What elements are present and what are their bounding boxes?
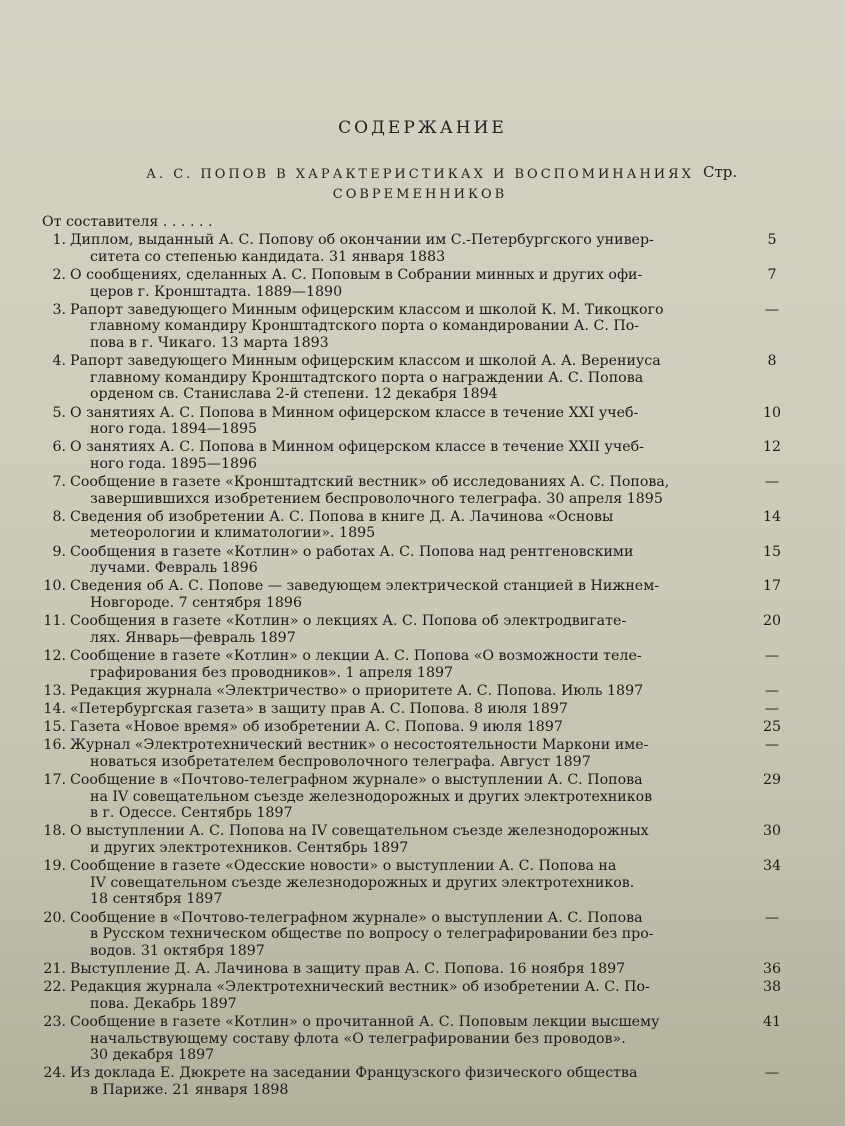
entry-line: О занятиях А. С. Попова в Минном офицерском классе в течение XXII учеб- (70, 439, 644, 456)
toc-entry (40, 737, 800, 770)
entry-number: 4. (52, 353, 66, 370)
entry-text (70, 509, 710, 542)
toc-entry (40, 439, 800, 472)
entry-line: ного года. 1895—1896 (90, 455, 258, 472)
entry-line: Сообщение в «Почтово-телеграфном журнале» о выступлении А. С. Попова (70, 772, 643, 789)
entry-line: церов г. Кронштадта. 1889—1890 (90, 283, 343, 300)
entry-line: О сообщениях, сделанных А. С. Поповым в Собрании минных и других офи- (70, 266, 643, 283)
entry-text (70, 302, 710, 352)
toc-entry (40, 772, 800, 822)
entry-number: 2. (52, 266, 66, 283)
entry-line: Выступление Д. А. Лачинова в защиту прав А. С. Попова. 16 ноября 1897 (70, 961, 626, 977)
toc-entry (40, 858, 800, 908)
entry-line: Рапорт заведующего Минным офицерским классом и школой К. М. Тикоцкого (70, 301, 664, 318)
entry-line: Сведения об А. С. Попове — заведующем электрической станцией в Нижнем- (70, 578, 660, 595)
entry-line: О выступлении А. С. Попова на IV совещательном съезде железнодорожных (70, 823, 649, 840)
toc-entry (40, 1014, 800, 1064)
entry-line: графирования без проводников». 1 апреля 1897 (90, 664, 454, 681)
entry-text (70, 544, 710, 577)
toc-entry (40, 719, 800, 736)
entry-number: 20. (43, 909, 66, 926)
entry-number: 7. (52, 474, 66, 491)
entry-line: орденом св. Станислава 2-й степени. 12 декабря 1894 (90, 386, 498, 403)
entry-line: на IV совещательном съезде железнодорожных и других электротехников (90, 788, 653, 805)
entry-page-number: 10 (762, 404, 782, 421)
entry-line: Рапорт заведующего Минным офицерским классом и школой А. А. Верениуса (70, 353, 661, 370)
entry-page-number: 14 (762, 508, 782, 525)
toc-entry (40, 232, 800, 265)
entry-text (70, 979, 710, 1012)
entry-line: Новгороде. 7 сентября 1896 (90, 595, 302, 611)
toc-entry (40, 979, 800, 1012)
entry-number: 13. (43, 682, 66, 699)
entry-line: Сообщения в газете «Котлин» о работах А. С. Попова над рентгеновскими (70, 543, 634, 560)
entry-number: 14. (43, 700, 66, 717)
toc-entry (40, 474, 800, 507)
entry-page-number: 15 (762, 543, 782, 560)
entry-line: Сообщение в газете «Одесские новости» о выступлении А. С. Попова на (70, 858, 617, 875)
entry-page-number: 30 (762, 823, 782, 840)
entry-page-number: 12 (762, 439, 782, 456)
entry-page-number: — (764, 301, 780, 318)
entry-line: Сообщение в «Почтово-телеграфном журнале» о выступлении А. С. Попова (70, 909, 643, 926)
entry-number: 6. (52, 439, 66, 456)
entry-line: и других электротехников. Сентябрь 1897 (90, 840, 409, 857)
toc-entry (40, 578, 800, 611)
entry-page-number: — (764, 737, 780, 754)
entry-line: пова. Декабрь 1897 (90, 995, 237, 1012)
entry-page-number: — (764, 909, 780, 926)
entry-line: завершившихся изобретением беспроволочного телеграфа. 30 апреля 1895 (90, 490, 663, 507)
entry-line: Сообщения в газете «Котлин» о лекциях А. С. Попова об электродвигате- (70, 613, 627, 630)
entry-text (70, 858, 710, 908)
entry-line: «Петербургская газета» в защиту прав А. С. Попова. 8 июля 1897 (70, 700, 568, 717)
entry-line: Редакция журнала «Электротехнический вестник» об изобретении А. С. По- (70, 979, 650, 996)
entry-text (70, 474, 710, 507)
entry-page-number: 41 (762, 1013, 782, 1030)
entry-line: Сообщение в газете «Котлин» о прочитанной А. С. Поповым лекции высшему (70, 1013, 660, 1030)
entry-line: пова в г. Чикаго. 13 марта 1893 (90, 334, 329, 351)
entry-page-number: 5 (767, 232, 777, 249)
entry-line: 18 сентября 1897 (90, 891, 223, 908)
entry-text (70, 701, 710, 718)
entry-number: 11. (43, 613, 66, 630)
entry-page-number: 7 (767, 266, 777, 283)
entry-text (70, 232, 710, 265)
entry-line: лучами. Февраль 1896 (90, 560, 258, 577)
toc-entry (40, 267, 800, 300)
entry-text (70, 267, 710, 300)
entry-line: в Париже. 21 января 1898 (90, 1081, 289, 1098)
section-title (120, 165, 720, 205)
entry-line: Сведения об изобретении А. С. Попова в книге Д. А. Лачинова «Основы (70, 508, 614, 525)
entry-text (70, 648, 710, 681)
entry-line: 30 декабря 1897 (90, 1047, 215, 1064)
entry-page-number: — (764, 700, 780, 717)
entry-line: ситета со степенью кандидата. 31 января 1883 (90, 248, 446, 265)
entry-text (70, 683, 710, 700)
entry-number: 10. (43, 578, 66, 595)
entry-line: Из доклада Е. Дюкрете на заседании Французского физического общества (70, 1065, 638, 1082)
entry-page-number: 36 (762, 961, 782, 977)
entry-line: метеорологии и климатологии». 1895 (90, 525, 376, 542)
entry-line: Газета «Новое время» об изобретении А. С. Попова. 9 июля 1897 (70, 719, 563, 736)
toc-entry (40, 701, 800, 718)
section-title-line: А. С. ПОПОВ В ХАРАКТЕРИСТИКАХ И ВОСПОМИНАНИЯХ (146, 167, 694, 182)
entry-text (70, 910, 710, 960)
entry-line: начальствующему составу флота «О телеграфировании без проводов». (90, 1030, 626, 1047)
preface-label: От составителя . . . . . . (42, 214, 213, 230)
entry-line: Редакция журнала «Электричество» о приоритете А. С. Попова. Июль 1897 (70, 682, 644, 699)
entry-text (70, 772, 710, 822)
table-of-contents (40, 214, 800, 1100)
page-title: СОДЕРЖАНИЕ (338, 118, 507, 138)
entry-page-number: — (764, 647, 780, 664)
toc-entry (40, 648, 800, 681)
entry-line: главному командиру Кронштадтского порта о награждении А. С. Попова (90, 369, 644, 386)
page-column-label: Стр. (703, 163, 738, 181)
entry-number: 21. (43, 961, 66, 977)
entry-number: 9. (52, 543, 66, 560)
entry-text (70, 823, 710, 856)
entry-page-number: 17 (762, 578, 782, 595)
entry-number: 16. (43, 737, 66, 754)
entry-number: 19. (43, 858, 66, 875)
toc-entry (40, 302, 800, 352)
entry-number: 1. (52, 232, 66, 249)
entry-line: Сообщение в газете «Кронштадтский вестник» об исследованиях А. С. Попова, (70, 474, 670, 491)
entry-line: О занятиях А. С. Попова в Минном офицерском классе в течение XXI учеб- (70, 404, 639, 421)
entry-page-number: — (764, 1065, 780, 1082)
entry-line: в Русском техническом обществе по вопросу о телеграфировании без про- (90, 926, 654, 943)
toc-entry (40, 961, 800, 978)
entry-page-number: 34 (762, 858, 782, 875)
entry-page-number: 38 (762, 979, 782, 996)
toc-entry (40, 823, 800, 856)
entry-text (70, 578, 710, 611)
entry-text (70, 1014, 710, 1064)
entry-number: 17. (43, 772, 66, 789)
toc-preface (40, 214, 800, 231)
entry-line: главному командиру Кронштадтского порта о командировании А. С. По- (90, 318, 640, 335)
entry-number: 8. (52, 508, 66, 525)
toc-entry (40, 613, 800, 646)
toc-entry (40, 405, 800, 438)
entry-text (70, 353, 710, 403)
entry-text (70, 405, 710, 438)
entry-number: 23. (43, 1013, 66, 1030)
entry-text (70, 1065, 710, 1098)
entry-text (70, 961, 710, 978)
entry-line: лях. Январь—февраль 1897 (90, 629, 296, 646)
entry-number: 22. (43, 979, 66, 996)
section-title-line: СОВРЕМЕННИКОВ (332, 187, 508, 202)
entry-line: Диплом, выданный А. С. Попову об окончании им С.-Петербургского универ- (70, 232, 654, 249)
entry-number: 12. (43, 647, 66, 664)
entry-line: в г. Одессе. Сентябрь 1897 (90, 805, 293, 822)
entry-number: 5. (52, 404, 66, 421)
entry-text (70, 439, 710, 472)
entry-line: водов. 31 октября 1897 (90, 942, 265, 959)
entry-line: ного года. 1894—1895 (90, 421, 258, 438)
toc-entry (40, 353, 800, 403)
toc-entry (40, 1065, 800, 1098)
entry-text (70, 719, 710, 736)
entry-page-number: 29 (762, 772, 782, 789)
toc-entry (40, 910, 800, 960)
entry-page-number: — (764, 682, 780, 699)
entry-number: 18. (43, 823, 66, 840)
entry-text (70, 613, 710, 646)
entry-page-number: — (764, 474, 780, 491)
entry-page-number: 25 (762, 719, 782, 736)
toc-entry (40, 683, 800, 700)
toc-entry (40, 509, 800, 542)
entry-line: Сообщение в газете «Котлин» о лекции А. С. Попова «О возможности теле- (70, 647, 642, 664)
entry-text (70, 737, 710, 770)
entry-number: 24. (43, 1065, 66, 1082)
entry-line: новаться изобретателем беспроволочного телеграфа. Август 1897 (90, 753, 591, 770)
entry-number: 3. (52, 301, 66, 318)
entry-page-number: 20 (762, 613, 782, 630)
entry-line: IV совещательном съезде железнодорожных и других электротехников. (90, 874, 635, 891)
entry-line: Журнал «Электротехнический вестник» о несостоятельности Маркони име- (70, 737, 649, 754)
entry-page-number: 8 (767, 353, 777, 370)
toc-entry (40, 544, 800, 577)
entry-number: 15. (43, 719, 66, 736)
